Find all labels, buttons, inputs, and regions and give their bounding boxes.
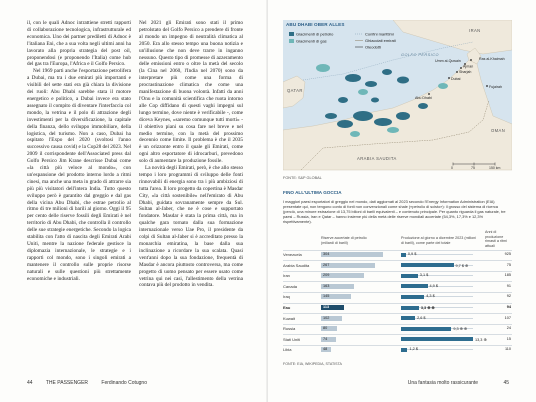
legend-swatch-oil [289,32,294,36]
page-number: 45 [503,380,509,386]
years-value: 185 [504,273,511,278]
legend-label-pipelines: Oleodotti [365,44,382,50]
legend-label-emirates: Ghiacciati emirati [365,38,396,43]
city-dot-ajman [460,67,462,69]
label-rak: Ras al-Khaimah [479,57,505,61]
reserves-value: 74 [323,336,328,341]
paragraph: La novità degli Emirati, però, è che allo stesso tempo i loro programmi di sviluppo delle fonti rinnovabili di energia sono tra i più ambiziosi di tutta l'area. Il loro progetto da copertina è Masdar City, «la città sostenibile» nell'emirato di Abu Dhabi, guidata sovranamente sempre da Sul. Sultan al-Jaber, che ne è cose e supportato fondatore. Masdar è stata la prima città, ma in qualche gara tornato dalla sua formazione internazionale verso Uae Pro, il presidente da colpi di Sultan al-Jaber si è accreditato presso la monarchia emiratina, la base dalla sua inclinazione a ricordare la sua scalata. Quasi vent'anni dopo la sua fondazione, frequentà di Masdar è ancora piuttosto controversa, ma come progetto di uomo pensato per essere usato come vetrina qui nei casi, l'allestimento della vetrina contava più del prodotto in vendita. [139,165,244,289]
legend-label-gas: Giacimenti di gas [296,38,327,44]
map-title: ABU DHABI OBER ALLES [286,22,345,27]
country-name: Kuwait [283,315,296,321]
production-value: 9,7 $ ⊕ [455,263,469,268]
article-title: Una fantasia molto rassicurante [407,380,479,386]
country-name: Iran [283,273,290,279]
table-source: FONTE: EIA, WIKIPEDIA, STATISTA [283,362,342,366]
country-name: Libia [283,347,292,353]
author-name: Ferdinando Cotugno [101,380,147,386]
table-row [283,250,512,260]
label-sharjah: Sharjah [459,70,472,74]
table-row [283,324,512,334]
table-row [283,292,512,302]
table-row [283,335,512,345]
table-intro: I maggiori paesi esportatori di greggio nel mondo, dati aggiornati al 2023 secondo l'Energy Information Administration (EIA) presentate qui, non tengono conto di fonti non convenzionali come shale («petrolio di scisto»): il grosso del sistema di ricerca (perciò, una minore estrazione di 13,75 bilioni di barili equivalenti – e contenuto principale. Per quanto riguarda il gas naturale, tre paesi – Russia, Iran e Qatar – hanno insieme più della metà delle riserve mondiali accertate (54,3%, 17,3% e 12,3% rispettivamente). [283,199,506,225]
city-dot-abudhabi [428,93,430,95]
header-production: Produzione al giorno a dicembre 2023 (milioni di barili), come parte del totale [401,236,477,245]
years-value: 110 [504,347,511,352]
legend-swatch-gas [289,39,294,43]
production-value: 1,2 $ [409,347,418,352]
production-bar [401,337,473,341]
production-value: 2,6 $ [417,315,426,320]
legend-label-borders: Confini marittimi [365,31,394,37]
label-saudi: ARABIA SAUDITA [357,156,397,161]
production-value: 4,9 $ [429,283,438,288]
table-row [283,303,512,313]
table-row [283,261,512,271]
paragraph: Nel 2021 gli Emirati sono stati il primo petrolstato del Golfo Persico a prendere di fronte al mondo un impegno di neutralità climatica al 2050. Era allo stesso tempo una buona notizia e un'illusione che non deve trarre in inganno nessuno. Questo tipo di promesse di azzeramento delle emissioni entro o oltre la metà del secolo (la Cina nel 2060, l'India nel 2070) sono da interpretare più come una forma di procrastinazione climatica che come una manifestazione di buona volontà. Infatti da anni l'Onu e la comunità scientifica che ruota intorno alle Cop diffidano di questi vaghi impegni sul lungo termine, dove niente è verificabile -, come diceva Keynes, «saremo comunque tutti morti» - il obiettivo piani su cosa fare nel breve e nel medio termine, con la metà del prossimo decennio come limite. Il problema è che il 2035 è un orizzonte entro il quale gli Emirati, come ogni altro esportatore di idrocarburi, prevedono solo di aumentare la produzione fossile. [139,20,243,165]
country-name: Canada [283,283,298,289]
reserves-value: 48 [323,347,328,352]
years-value: 15 [506,336,511,341]
label-abudhabi: Abu Dhabi [415,96,432,100]
city-dot-uaq [464,63,466,65]
oil-table-figure [283,190,512,370]
paragraph: Nel 1969 parti anche l'esportazione petrolifera a Dubai, ma tra i due emirati più importanti e visibili del sette stati era già chiara la divisione dei ruoli: Abu Dhabi sarebbe stata il motore energetico e politico, a Dubai invece era stato assegnato il compito di diventare l'interfaccia col mondo, la vetrina e il polo di attrazione degli investimenti per la diversificazione, la capitale della finanza, dello sviluppo immobiliare, della logistica, del turismo. Non a caso, Dubai ha ospitato l'Expo del 2020 (svoltosi l'anno successivo causa covid) e la Cop28 del 2023. Nel 2009 il corrispondente dell'Associated press dal Golfo Persico Jim Krane descrisse Dubai come «la città più veloce al mondo», con un'espansione del prodotto interno lordo a ritmi cinesi, ma anche una meta in grado di attrarre sia più più visitatori dell'intera India. Tutto questo sviluppo però è garantito dal greggio e dal gas della vicina Abu Dhabi, che estrae petrolio al ritmo di tre milioni di barili al giorno. Oggi il 95 per cento delle riserve fossili degli Emirati è nel territorio di Abu Dhabi, che controlla il controllo delle sue strategie energetiche. Secondo la logica stabilita con l'atto di nascita degli Emirati Arabi Uniti, mentre la nazione federale gestisce la diplomazia internazionale, le strategie e i rapporti col mondo, sono i singoli emirati a mantenere il controllo sulle proprie risorse naturali e sulle questioni più strettamente economiche e industriali. [27,68,131,282]
uae-oil-map [283,20,512,182]
reserves-value: 267 [323,262,330,267]
table-title: FINO ALL'ULTIMA GOCCIA [283,190,342,195]
label-fujairah: Fujairah [489,85,502,89]
country-name: Russia [283,326,296,332]
years-value: 92 [506,294,511,299]
scale-label-0: 0 [451,166,453,170]
production-bar [401,306,419,310]
years-value: 107 [504,315,511,320]
production-value: 4,3 $ [426,294,435,299]
table-row [283,282,512,292]
scale-label-150: 150 km [489,166,501,170]
header-reserves: Riserve accertate di petrolio (miliardi di barili) [321,236,367,245]
production-value: 0,9 $ [407,252,417,256]
table-row [283,314,512,324]
city-dot-sharjah [456,71,458,73]
production-bar [401,348,407,352]
country-name: Iraq [283,294,290,300]
city-dot-fujairah [486,85,488,87]
folio-left [27,380,147,386]
map-figure [283,20,512,182]
country-name: Venezuela [283,252,302,257]
years-value: 75 [506,262,511,267]
years-value: 94 [506,305,511,309]
folio-right [408,380,509,386]
table-row [283,345,512,355]
reserves-value: 113 [323,305,330,309]
production-bar [401,253,406,257]
label-ajman: Ajman [463,64,474,69]
label-qatar: QATAR [287,88,303,93]
reserves-value: 304 [323,252,330,256]
years-value: 24 [506,326,511,331]
header-years: Anni di produzione rimasti a ritmi attuali [485,230,507,248]
years-value: 925 [504,252,511,256]
table-row [283,271,512,281]
production-bar [401,274,418,278]
paragraph: il, con le quali Adnoc intrattiene stretti rapporti di collaborazione tecnologica, infrastrutturale ed economica. Uno dei partner prediletti di Adnoc è l'italiana Eni, che a sua volta negli ultimi anni ha lavorato alla propria strategia del post oil, proponendosi (e proponendo l'Italia) come hub del gas tra l'Europa, l'Africa e il Golfo Persico. [27,20,131,68]
years-value: 91 [506,283,511,288]
production-bar [401,295,424,299]
country-name: Stati Uniti [283,336,301,342]
reserves-value: 102 [323,315,330,320]
magazine-name: THE PASSENGER [45,380,89,386]
production-bar [401,263,454,267]
legend-label-oil: Giacimenti di petrolio [296,31,334,37]
production-value: 3,3 ⊕ ⊕ [420,306,435,310]
label-oman: OMAN [491,128,506,133]
page-number: 44 [27,380,33,386]
country-name: Arabia Saudita [283,262,310,268]
city-dot-dubai [448,77,450,79]
production-value: 9,3 ⊕ ⊕ [453,327,468,332]
production-bar [401,316,415,320]
reserves-value: 80 [323,326,328,331]
reserves-value: 163 [323,283,330,288]
country-name: Eau [283,305,291,310]
reserves-value: 145 [323,294,330,299]
production-bar [401,327,451,331]
label-dubai: Dubai [451,77,461,81]
map-source: FONTE: S&P GLOBAL [283,176,322,180]
text-column-2 [139,20,243,289]
reserves-bar [321,252,383,257]
label-uaq: Umm al-Quwain [435,59,461,63]
reserves-value: 209 [323,273,330,278]
label-iran: IRAN [469,28,481,33]
city-dot-rak [470,59,472,61]
scale-label-75: 75 [471,166,475,170]
label-gulf: GOLFO PERSICO [401,53,439,57]
text-column-1 [27,20,131,282]
production-value: 13,3 ⊕ [475,337,487,342]
production-bar [401,284,428,288]
production-value: 3,1 $ [419,273,429,278]
